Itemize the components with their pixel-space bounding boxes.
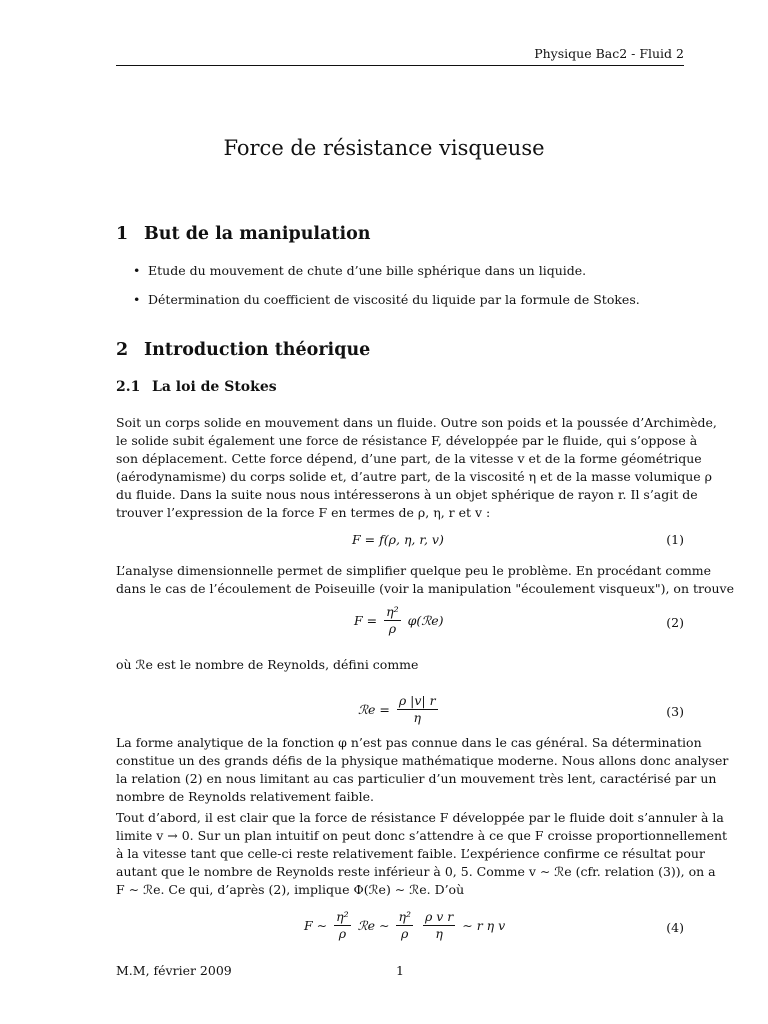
eq-fraction xyxy=(423,909,455,942)
eq-operator: ∼ xyxy=(316,918,328,933)
eq-numerator: η² xyxy=(386,604,399,619)
paragraph-line: La forme analytique de la fonction φ n’est pas connue dans le cas général. Sa détermination xyxy=(116,735,702,750)
paragraph-line: autant que le nombre de Reynolds reste inférieur à 0, 5. Comme v ∼ ℛe (cfr. relation (3)), on a xyxy=(116,864,716,879)
eq-term: F xyxy=(352,532,361,547)
paragraph-1 xyxy=(116,414,717,522)
equation-body xyxy=(354,604,444,637)
paragraph-line: le solide subit également une force de résistance F, développée par le fluide, qui s’oppose à xyxy=(116,433,698,448)
equation-3 xyxy=(116,693,684,731)
equation-body xyxy=(358,693,441,726)
paragraph-3 xyxy=(116,656,684,674)
bullet-marker: • xyxy=(133,292,141,307)
eq-fraction xyxy=(397,693,438,726)
equation-body xyxy=(304,909,505,942)
paragraph-line: où ℛe est le nombre de Reynolds, défini comme xyxy=(116,657,419,672)
footer-author-date: M.M, février 2009 xyxy=(116,963,232,978)
eq-denominator: η xyxy=(435,926,443,941)
paragraph-line: trouver l’expression de la force F en termes de ρ, η, r et v : xyxy=(116,505,491,520)
eq-term: r η v xyxy=(476,918,506,933)
paragraph-line: son déplacement. Cette force dépend, d’une part, de la vitesse v et de la forme géométrique xyxy=(116,451,702,466)
eq-operator: = xyxy=(379,702,390,717)
eq-denominator: ρ xyxy=(388,621,397,636)
document-title: Force de résistance visqueuse xyxy=(223,136,545,160)
eq-operator: ∼ xyxy=(462,918,473,933)
paragraph-line: (aérodynamisme) du corps solide et, d’autre part, de la viscosité η et de la masse volumique ρ xyxy=(116,469,713,484)
paragraph-line: limite v → 0. Sur un plan intuitif on peut donc s’attendre à ce que F croisse proportionnellement xyxy=(116,828,728,843)
eq-term: f(ρ, η, r, v) xyxy=(379,532,444,547)
paragraph-5 xyxy=(116,809,728,899)
eq-fraction xyxy=(396,909,413,942)
eq-denominator: ρ xyxy=(338,926,347,941)
eq-numerator: ρ |v| r xyxy=(398,693,436,708)
equation-label: (2) xyxy=(666,615,684,630)
page-number: 1 xyxy=(396,963,404,978)
header-rule xyxy=(116,65,684,66)
eq-denominator: η xyxy=(413,710,421,725)
equation-label: (1) xyxy=(666,532,684,547)
paragraph-line: L’analyse dimensionnelle permet de simplifier quelque peu le problème. En procédant comme xyxy=(116,563,712,578)
paragraph-line: nombre de Reynolds relativement faible. xyxy=(116,789,375,804)
paragraph-line: Tout d’abord, il est clair que la force de résistance F développée par le fluide doit s’annuler à la xyxy=(116,810,724,825)
eq-term: F xyxy=(354,613,363,628)
eq-operator: = xyxy=(366,613,378,628)
eq-operator: = xyxy=(364,532,376,547)
eq-term: F xyxy=(304,918,313,933)
eq-fraction xyxy=(384,604,401,637)
paragraph-2 xyxy=(116,562,734,598)
equation-1 xyxy=(116,532,684,550)
equation-body xyxy=(352,532,444,547)
paragraph-line: F ∼ ℛe. Ce qui, d’après (2), implique Φ(ℛe) ∼ ℛe. D’où xyxy=(116,882,465,897)
section-number: 2 xyxy=(116,340,129,360)
paragraph-line: Soit un corps solide en mouvement dans un fluide. Outre son poids et la poussée d’Archimède, xyxy=(116,415,717,430)
list-item xyxy=(133,263,586,278)
section-number: 1 xyxy=(116,224,129,244)
eq-numerator: ρ v r xyxy=(424,909,454,924)
eq-term: ℛe xyxy=(358,702,376,717)
eq-numerator: η² xyxy=(336,909,349,924)
bullet-marker: • xyxy=(133,263,141,278)
eq-numerator: η² xyxy=(398,909,411,924)
running-header: Physique Bac2 - Fluid 2 xyxy=(534,46,684,61)
paragraph-line: du fluide. Dans la suite nous nous intéresserons à un objet sphérique de rayon r. Il s’agit de xyxy=(116,487,698,502)
paragraph-line: la relation (2) en nous limitant au cas particulier d’un mouvement très lent, caractérisé par un xyxy=(116,771,717,786)
equation-2 xyxy=(116,604,684,642)
list-item xyxy=(133,292,640,307)
paragraph-line: dans le cas de l’écoulement de Poiseuille (voir la manipulation "écoulement visqueux"), on trouve xyxy=(116,581,734,596)
eq-fraction xyxy=(334,909,351,942)
subsection-heading xyxy=(116,379,277,395)
eq-term: ℛe xyxy=(357,918,375,933)
paragraph-line: à la vitesse tant que celle-ci reste relativement faible. L’expérience confirme ce résultat pour xyxy=(116,846,705,861)
section-heading-2 xyxy=(116,340,370,360)
list-item-text: Détermination du coefficient de viscosité du liquide par la formule de Stokes. xyxy=(148,292,640,307)
eq-denominator: ρ xyxy=(401,926,409,941)
eq-term: φ(ℛe) xyxy=(407,613,444,628)
section-title: Introduction théorique xyxy=(144,340,371,360)
subsection-title: La loi de Stokes xyxy=(152,379,277,395)
equation-label: (3) xyxy=(666,704,684,719)
equation-4 xyxy=(116,909,684,947)
subsection-number: 2.1 xyxy=(116,379,141,395)
equation-label: (4) xyxy=(666,920,684,935)
eq-operator: ∼ xyxy=(378,918,390,933)
paragraph-line: constitue un des grands défis de la physique mathématique moderne. Nous allons donc analyser xyxy=(116,753,729,768)
list-item-text: Etude du mouvement de chute d’une bille sphérique dans un liquide. xyxy=(148,263,587,278)
paragraph-4 xyxy=(116,734,729,806)
section-title: But de la manipulation xyxy=(144,224,371,244)
section-heading-1 xyxy=(116,224,371,244)
